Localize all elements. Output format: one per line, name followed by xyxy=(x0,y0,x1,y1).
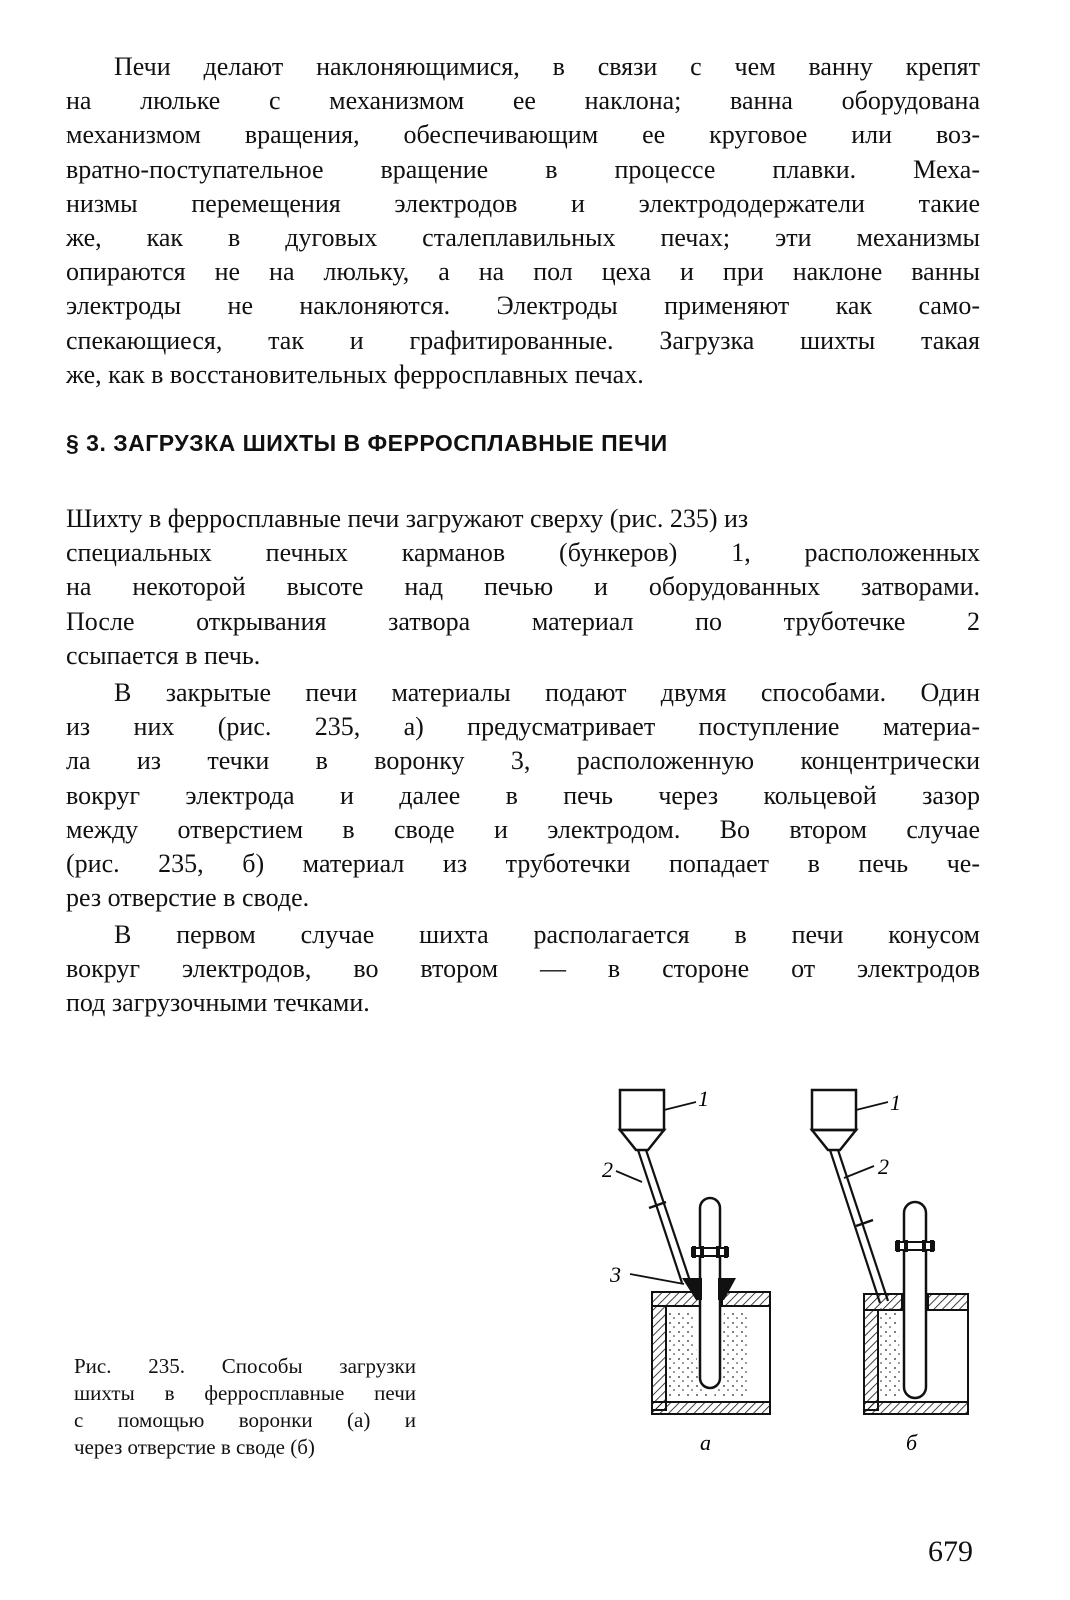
chute-a-left xyxy=(638,1150,682,1283)
electrode-b xyxy=(904,1202,926,1398)
text-line: ла из течки в воронку 3, расположенную концентрически xyxy=(66,746,980,776)
label-b: б xyxy=(906,1430,918,1455)
variant-b-diagram xyxy=(812,1090,968,1455)
text-line: вратно-поступательное вращение в процессе плавки. Меха- xyxy=(66,154,980,184)
callout-1a: 1 xyxy=(698,1086,709,1111)
caption-line: шихты в ферросплавные печи xyxy=(74,1381,416,1405)
figure-235-diagram xyxy=(596,1078,986,1458)
text-line: вокруг электрода и далее в печь через кольцевой зазор xyxy=(66,780,980,810)
callout-3a: 3 xyxy=(610,1262,621,1287)
caption-line: через отверстие в своде (б) xyxy=(74,1435,315,1459)
paragraph-closed-furnaces xyxy=(66,676,980,915)
text-line: электроды не наклоняются. Электроды применяют как само- xyxy=(66,291,980,321)
text-line: на некоторой высоте над печью и оборудованных затворами. xyxy=(66,572,980,602)
electrode-holder-b xyxy=(896,1242,934,1250)
label-a: а xyxy=(700,1430,711,1455)
text-line: вокруг электродов, во втором — в стороне от электродов xyxy=(66,954,980,984)
bunker-b xyxy=(812,1090,856,1130)
page-number: 679 xyxy=(928,1535,973,1568)
electrode-holder-a xyxy=(692,1248,728,1256)
chute-a-right xyxy=(646,1150,690,1281)
chute-b-flange xyxy=(856,1220,873,1226)
caption-line: с помощью воронки (а) и xyxy=(74,1408,416,1432)
figure-caption xyxy=(74,1353,416,1461)
text-line: же, как в дуговых сталеплавильных печах; эти механизмы xyxy=(66,223,980,253)
text-line: же, как в восстановительных ферросплавных печах. xyxy=(66,359,644,389)
charge-pile-b xyxy=(880,1306,902,1396)
callout-2b: 2 xyxy=(878,1154,889,1179)
text-line: между отверстием в своде и электродом. Во втором случае xyxy=(66,814,980,844)
bunker-a xyxy=(620,1090,664,1130)
paragraph-charge-loading xyxy=(66,502,980,673)
text-line: низмы перемещения электродов и электрододержатели такие xyxy=(66,188,980,218)
text-line: Печи делают наклоняющимися, в связи с чем ванну крепят xyxy=(114,52,980,81)
text-line: В первом случае шихта располагается в печи конусом xyxy=(114,920,980,949)
bunker-funnel-b xyxy=(812,1130,856,1150)
roof-b xyxy=(864,1294,902,1310)
text-line: под загрузочными течками. xyxy=(66,988,370,1018)
electrode-a xyxy=(700,1198,720,1388)
hearth-b xyxy=(864,1402,968,1414)
caption-line: Рис. 235. Способы загрузки xyxy=(74,1354,416,1378)
text-line: (рис. 235, б) материал из труботечки попадает в печь че- xyxy=(66,849,980,879)
text-line: В закрытые печи материалы подают двумя способами. Один xyxy=(114,678,980,707)
callout-1b: 1 xyxy=(890,1090,901,1115)
callout-line-2b xyxy=(844,1166,874,1178)
callout-line-1a xyxy=(664,1102,696,1110)
callout-line-1b xyxy=(856,1102,888,1110)
paragraph-furnace-design xyxy=(66,50,980,392)
bunker-funnel-a xyxy=(620,1130,664,1150)
section-heading: § 3. ЗАГРУЗКА ШИХТЫ В ФЕРРОСПЛАВНЫЕ ПЕЧИ xyxy=(66,430,668,456)
roof-b-right xyxy=(928,1294,968,1310)
text-line: ссыпается в печь. xyxy=(66,640,261,670)
text-line: Шихту в ферросплавные печи загружают сверху (рис. 235) из xyxy=(66,504,749,533)
paragraph-charge-placement xyxy=(66,918,980,1021)
text-line: спекающиеся, так и графитированные. Загрузка шихты такая xyxy=(66,325,980,355)
hearth-a xyxy=(652,1402,770,1414)
text-line: рез отверстие в своде. xyxy=(66,883,310,913)
callout-line-2a xyxy=(616,1171,642,1182)
variant-a-diagram xyxy=(602,1086,770,1455)
roof-a xyxy=(652,1292,700,1306)
text-line: на люльке с механизмом ее наклона; ванна оборудована xyxy=(66,86,980,116)
wall-left-a xyxy=(652,1306,666,1410)
text-line: механизмом вращения, обеспечивающим ее круговое или воз- xyxy=(66,120,980,150)
text-line: опираются не на люльку, а на пол цеха и при наклоне ванны xyxy=(66,257,980,287)
callout-line-3a xyxy=(630,1274,684,1284)
text-line: После открывания затвора материал по труботечке 2 xyxy=(66,606,980,636)
text-line: из них (рис. 235, а) предусматривает поступление материа- xyxy=(66,712,980,742)
wall-left-b xyxy=(864,1310,878,1410)
roof-a-right xyxy=(722,1292,770,1306)
text-line: специальных печных карманов (бункеров) 1, расположенных xyxy=(66,538,980,568)
callout-2a: 2 xyxy=(602,1157,613,1182)
